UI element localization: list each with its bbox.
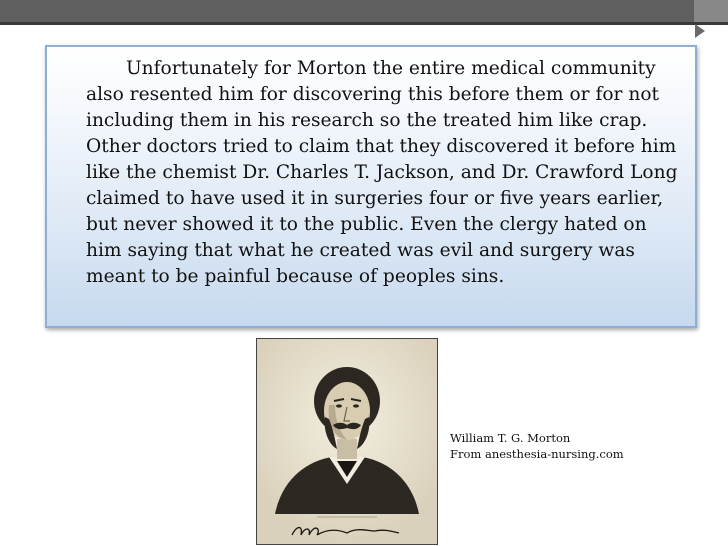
content-text-box bbox=[45, 45, 697, 328]
caption-name: William T. G. Morton bbox=[450, 431, 571, 445]
caption-source: From anesthesia-nursing.com bbox=[450, 447, 624, 461]
corner-arrow-icon bbox=[695, 24, 705, 38]
portrait-engraving bbox=[257, 339, 437, 544]
portrait-image bbox=[256, 338, 438, 545]
top-bar-accent bbox=[694, 0, 728, 22]
slide-top-bar bbox=[0, 0, 728, 25]
image-caption bbox=[450, 430, 624, 462]
body-paragraph: Unfortunately for Morton the entire medical community also resented him for discovering this before them or for not including them in his research so the treated him like crap. Other doctors tried to claim that they discovered it before him like the chemist Dr. Charles T. Jackson, and Dr. Crawford Long claimed to have used it in surgeries four or five years earlier, but never showed it to the public. Even the clergy hated on him saying that what he created was evil and surgery was meant to be painful because of peoples sins. bbox=[86, 58, 678, 287]
